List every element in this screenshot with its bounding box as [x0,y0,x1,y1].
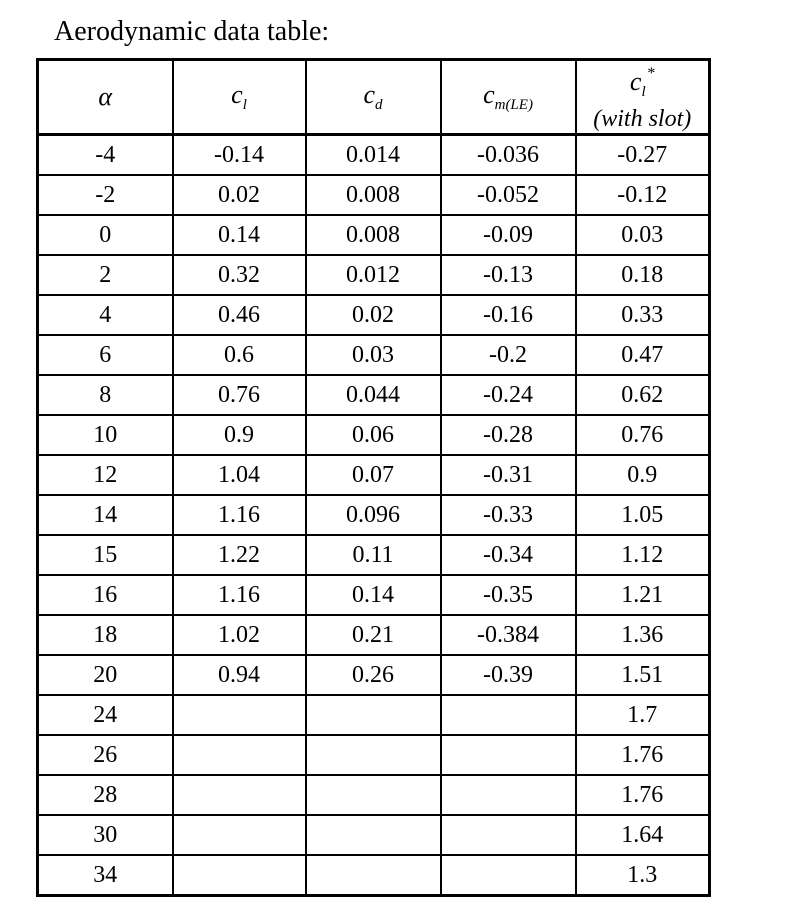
cell-alpha: 2 [38,255,173,295]
page-title: Aerodynamic data table: [54,16,330,47]
cl-star-superscript: * [646,65,655,82]
cell-alpha: -2 [38,175,173,215]
cell-cd: 0.03 [306,335,441,375]
table-row [38,855,710,896]
cell-cl [173,815,306,855]
cell-cl-star: 1.7 [576,695,710,735]
table-row [38,775,710,815]
cell-cm: -0.036 [441,135,576,176]
cell-cm: -0.39 [441,655,576,695]
cell-cl-star: 1.76 [576,775,710,815]
table-row [38,575,710,615]
table-row [38,615,710,655]
table-row [38,175,710,215]
cell-cd [306,735,441,775]
cell-cm: -0.2 [441,335,576,375]
cell-cl: 0.14 [173,215,306,255]
header-cd [306,60,441,135]
cell-cl-star: 0.47 [576,335,710,375]
cm-base: c [483,79,495,109]
cl-star-symbol [577,61,709,105]
table-body [38,135,710,896]
cell-cm [441,775,576,815]
cell-cl: 0.46 [173,295,306,335]
cell-alpha: 0 [38,215,173,255]
cell-alpha: 15 [38,535,173,575]
cell-cl [173,695,306,735]
cell-alpha: 34 [38,855,173,896]
cell-cd: 0.02 [306,295,441,335]
cell-cl-star: 0.9 [576,455,710,495]
cell-cd: 0.014 [306,135,441,176]
cell-cl-star: 1.05 [576,495,710,535]
cm-subscript: m(LE) [494,96,533,113]
cell-cm: -0.052 [441,175,576,215]
cell-alpha: 12 [38,455,173,495]
cell-alpha: 24 [38,695,173,735]
cell-cl-star: 1.76 [576,735,710,775]
cell-cl [173,855,306,896]
table-row [38,215,710,255]
cell-cl-star: 0.62 [576,375,710,415]
cell-cl-star: 1.51 [576,655,710,695]
cell-alpha: 18 [38,615,173,655]
cell-cl: 1.04 [173,455,306,495]
cell-cl-star: 0.03 [576,215,710,255]
cell-cm: -0.09 [441,215,576,255]
table-row [38,735,710,775]
header-cm [441,60,576,135]
cell-alpha: 16 [38,575,173,615]
cell-cl: 0.02 [173,175,306,215]
cell-cd: 0.008 [306,175,441,215]
cell-cd: 0.21 [306,615,441,655]
table-row [38,335,710,375]
cell-alpha: 14 [38,495,173,535]
cell-cm: -0.16 [441,295,576,335]
cell-cd: 0.11 [306,535,441,575]
cell-cl: 0.6 [173,335,306,375]
cell-cl: 0.32 [173,255,306,295]
cell-cm: -0.28 [441,415,576,455]
cl-star-note: (with slot) [593,106,692,132]
table-row [38,455,710,495]
cell-cl-star: 1.64 [576,815,710,855]
table-row [38,375,710,415]
cell-cl: 1.02 [173,615,306,655]
table-row [38,535,710,575]
cell-cd: 0.07 [306,455,441,495]
cell-cd: 0.14 [306,575,441,615]
cell-cd [306,855,441,896]
header-cl-star [576,60,710,135]
table-row [38,695,710,735]
cell-alpha: -4 [38,135,173,176]
cd-subscript: d [375,96,383,113]
cell-cl: 0.94 [173,655,306,695]
aerodynamic-data-table [36,58,711,897]
cl-star-subscript: l [641,84,646,100]
cell-cl: -0.14 [173,135,306,176]
cell-cl-star: 1.21 [576,575,710,615]
table-row [38,495,710,535]
cell-cd: 0.008 [306,215,441,255]
cell-cd: 0.096 [306,495,441,535]
cl-star-base: c [629,67,642,96]
cl-base: c [231,79,243,109]
cell-cl: 1.16 [173,495,306,535]
cell-alpha: 8 [38,375,173,415]
cell-cl-star: 1.36 [576,615,710,655]
cell-cm: -0.24 [441,375,576,415]
cell-cl-star: -0.27 [576,135,710,176]
table-row [38,655,710,695]
header-alpha [38,60,173,135]
cell-cl-star: 1.3 [576,855,710,896]
cell-cl-star: -0.12 [576,175,710,215]
cell-cd: 0.26 [306,655,441,695]
table-row [38,815,710,855]
cell-cl-star: 0.18 [576,255,710,295]
cell-cd: 0.06 [306,415,441,455]
cell-cm: -0.35 [441,575,576,615]
cell-cm: -0.31 [441,455,576,495]
cell-cm [441,735,576,775]
table-row [38,255,710,295]
alpha-symbol: α [98,82,113,111]
cell-alpha: 10 [38,415,173,455]
cell-cd: 0.012 [306,255,441,295]
cell-cm [441,815,576,855]
cell-cl-star: 0.76 [576,415,710,455]
cell-cl-star: 0.33 [576,295,710,335]
cell-alpha: 28 [38,775,173,815]
cl-subscript: l [242,96,247,113]
cell-cd [306,695,441,735]
cell-cm: -0.33 [441,495,576,535]
cell-cl: 0.76 [173,375,306,415]
cell-cl [173,735,306,775]
table-row [38,135,710,176]
cell-cm [441,855,576,896]
cell-cl [173,775,306,815]
cell-cl: 0.9 [173,415,306,455]
cell-alpha: 20 [38,655,173,695]
cell-cd: 0.044 [306,375,441,415]
cell-cd [306,815,441,855]
cell-cm: -0.13 [441,255,576,295]
header-row [38,60,710,135]
cell-cd [306,775,441,815]
cell-cm [441,695,576,735]
cell-cm: -0.34 [441,535,576,575]
header-cl [173,60,306,135]
cd-base: c [363,79,376,109]
cell-cl: 1.16 [173,575,306,615]
cell-alpha: 26 [38,735,173,775]
table-row [38,295,710,335]
cell-alpha: 4 [38,295,173,335]
table-row [38,415,710,455]
cell-cm: -0.384 [441,615,576,655]
cell-alpha: 6 [38,335,173,375]
cell-cl: 1.22 [173,535,306,575]
cell-alpha: 30 [38,815,173,855]
cell-cl-star: 1.12 [576,535,710,575]
